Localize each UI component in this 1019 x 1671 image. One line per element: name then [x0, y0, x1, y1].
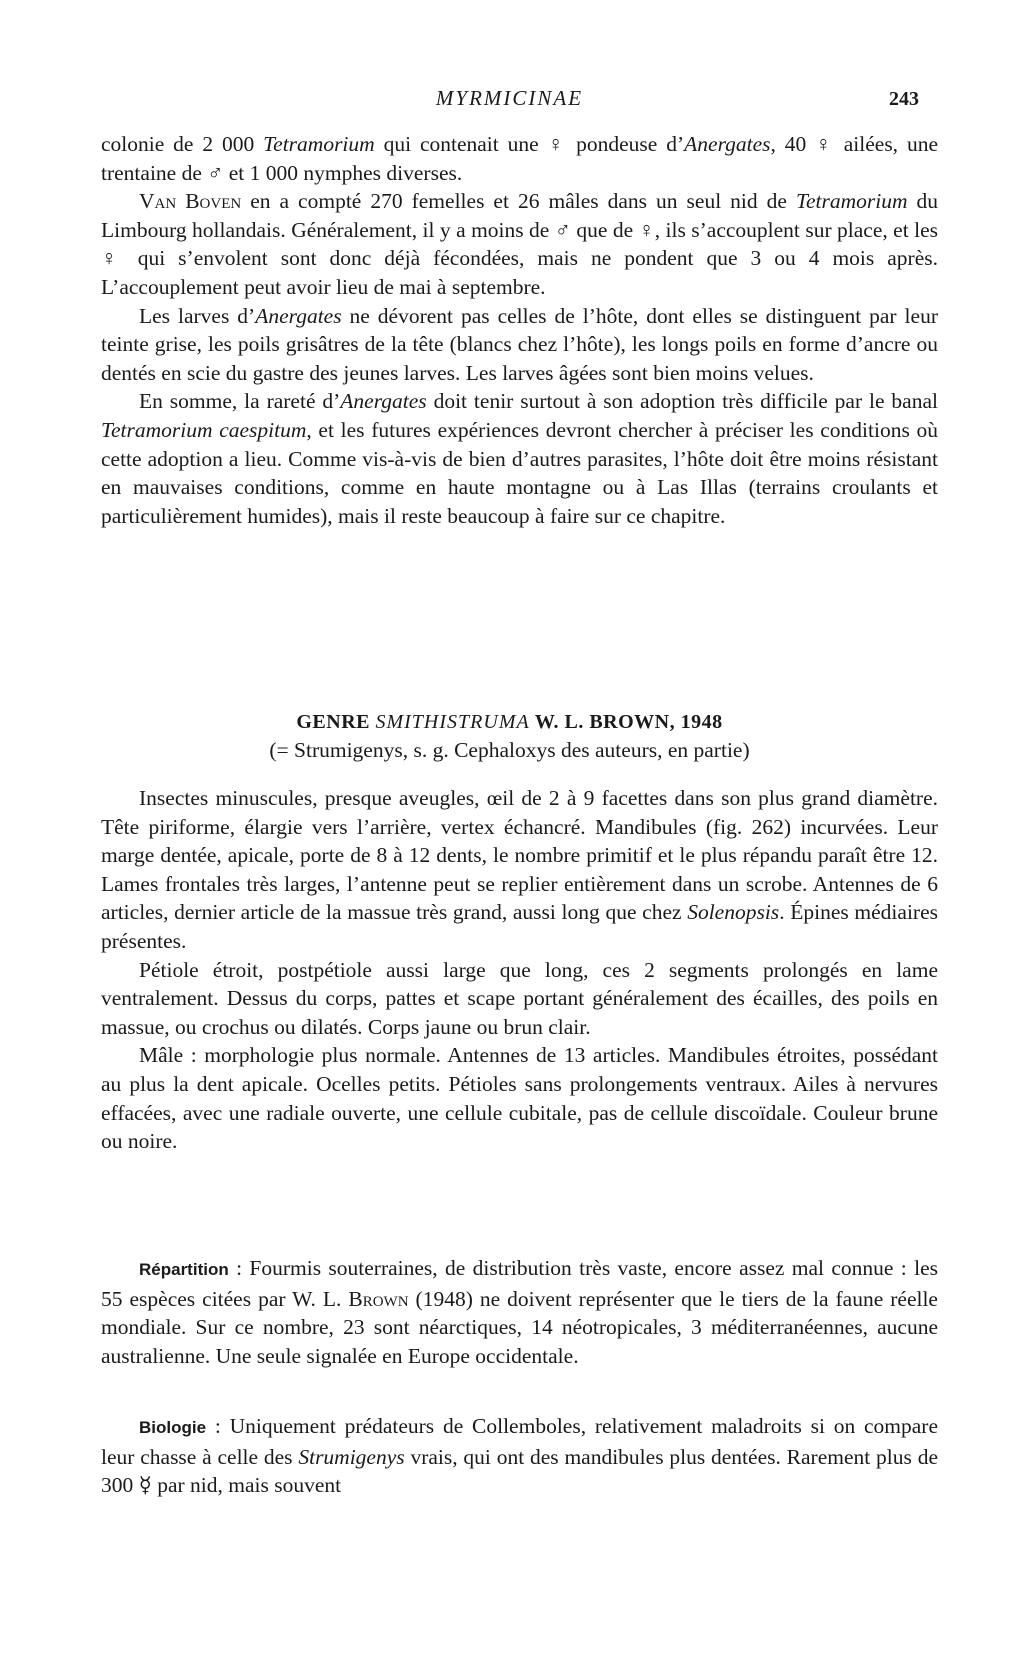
- paragraph-male: [101, 1041, 938, 1155]
- text: . Épines médiaires présentes.: [101, 900, 938, 953]
- author-name: Van Boven: [139, 189, 242, 214]
- text: En somme, la rareté d’: [139, 389, 341, 414]
- paragraph-biologie: [101, 1412, 938, 1500]
- text: , et les futures expériences devront chercher à préciser les conditions où cette adoption a lieu. Comme vis-à-vis de bien d’autres parasites, l’hôte doit être moins résistant en mauvaises conditions, comme en haute montagne ou à Las Illas (terrains croulants et particulièrement humides), mais il reste beaucoup à faire sur ce chapitre.: [101, 417, 939, 528]
- taxon-name: Anergates: [684, 132, 771, 156]
- genus-title: [0, 708, 1019, 736]
- running-title: MYRMICINAE: [435, 86, 584, 110]
- taxon-name: Tetramorium caespitum: [101, 417, 307, 442]
- paragraph-en-somme: [101, 387, 938, 530]
- taxon-name: Tetramorium: [795, 189, 908, 214]
- text: vrais, qui ont des mandibules plus dentées. Rarement plus de 300 ☿ par nid, mais souvent: [101, 1444, 938, 1498]
- text: doit tenir surtout à son adoption très difficile par le banal: [426, 389, 938, 414]
- paragraph-petiole: [101, 956, 938, 1042]
- biologie-section: [101, 1412, 938, 1500]
- biologie-label: Biologie: [139, 1418, 207, 1437]
- paragraph-van-boven: [101, 187, 938, 301]
- genus-heading: [0, 708, 1019, 764]
- taxon-name: Strumigenys: [298, 1444, 405, 1469]
- text: Insectes minuscules, presque aveugles, œil de 2 à 9 facettes dans son plus grand diamètre. Tête piriforme, élargie vers l’arrière, vertex échancré. Mandibules (fig. 262) incurvées. Leur marge dentée, apicale, porte de 8 à 12 dents, le nombre primitif et le plus répandu paraît être 12. Lames frontales très larges, l’antenne peut se replier entièrement dans un scrobe. Antennes de 6 articles, dernier article de la massue très grand, aussi long que chez: [101, 786, 938, 925]
- genus-description: [101, 784, 938, 1156]
- paragraph-colonie: [101, 130, 938, 187]
- paragraph-insectes: [101, 784, 938, 956]
- top-section: [101, 130, 938, 530]
- genus-year: 1948: [680, 711, 723, 733]
- text: Les larves d’: [139, 303, 256, 328]
- text: (1948) ne doivent représenter que le tiers de la faune réelle mondiale. Sur ce nombre, 23 sont néarctiques, 14 néotropicales, 3 méditerranéennes, aucune australienne. Une seule signalée en Europe occidentale.: [101, 1286, 938, 1368]
- genus-synonymy: (= Strumigenys, s. g. Cephaloxys des auteurs, en partie): [269, 738, 750, 762]
- genus-prefix: GENRE: [296, 711, 376, 733]
- text: : Fourmis souterraines, de distribution très vaste, encore assez mal connue : les 55 espèces citées par W. L.: [101, 1256, 938, 1311]
- author-name: Brown: [348, 1286, 409, 1311]
- text: qui contenait une ♀ pondeuse d’: [374, 132, 685, 156]
- taxon-name: Anergates: [340, 389, 427, 414]
- page-number: 243: [889, 88, 919, 110]
- text: colonie de 2 000: [101, 132, 264, 156]
- text: Pétiole étroit, postpétiole aussi large que long, ces 2 segments prolongés en lame ventralement. Dessus du corps, pattes et scape portant généralement des écailles, des poils en massue, ou crochus ou dilatés. Corps jaune ou brun clair.: [101, 957, 938, 1039]
- taxon-name: Solenopsis: [687, 900, 780, 925]
- repartition-section: [101, 1254, 938, 1370]
- genus-name: SMITHISTRUMA: [375, 711, 530, 733]
- taxon-name: Anergates: [255, 303, 342, 328]
- text: en a compté 270 femelles et 26 mâles dans un seul nid de: [241, 189, 796, 214]
- text: : Uniquement prédateurs de Collemboles, relativement maladroits si on compare leur chasse à celle des: [101, 1414, 938, 1469]
- text: , 40 ♀ ailées, une trentaine de ♂ et 1 000 nymphes diverses.: [101, 132, 938, 185]
- paragraph-larves: [101, 302, 938, 388]
- genus-author: W. L. BROWN,: [529, 711, 681, 733]
- text: Mâle : morphologie plus normale. Antennes de 13 articles. Mandibules étroites, possédant au plus la dent apicale. Ocelles petits. Pétioles sans prolongements ventraux. Ailes à nervures effacées, avec une radiale ouverte, une cellule cubitale, pas de cellule discoïdale. Couleur brune ou noire.: [101, 1043, 938, 1154]
- running-header: [0, 86, 1019, 116]
- repartition-label: Répartition: [139, 1260, 229, 1279]
- text: du Limbourg hollandais. Généralement, il y a moins de ♂ que de ♀, ils s’accouplent sur place, et les ♀ qui s’envolent sont donc déjà fécondées, mais ne pondent que 3 ou 4 mois après. L’accouplement peut avoir lieu de mai à septembre.: [101, 189, 938, 299]
- text: ne dévorent pas celles de l’hôte, dont elles se distinguent par leur teinte grise, les poils grisâtres de la tête (blancs chez l’hôte), les longs poils en forme d’ancre ou dentés en scie du gastre des jeunes larves. Les larves âgées sont bien moins velues.: [101, 303, 938, 385]
- paragraph-repartition: [101, 1254, 938, 1370]
- taxon-name: Tetramorium: [263, 132, 375, 156]
